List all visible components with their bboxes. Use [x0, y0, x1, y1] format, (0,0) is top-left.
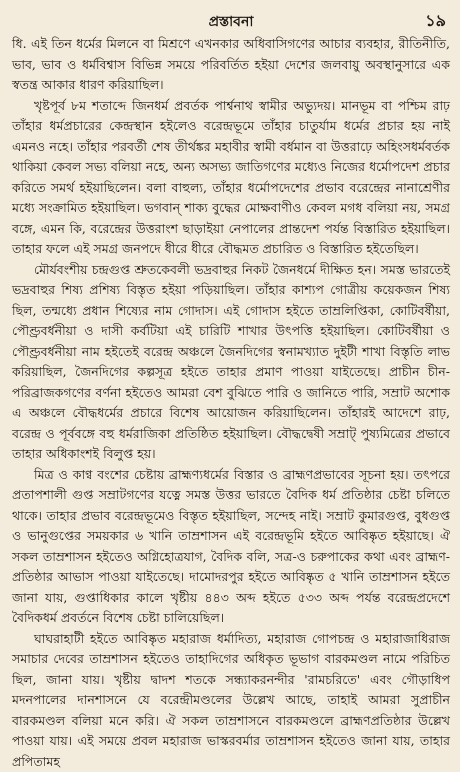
paragraph: ধি. এই তিন ধর্মের মিলনে বা মিশ্রণে এখনকার অধিবাসিগণের আচার ব্যবহার, রীতিনীতি, ভাব, ভাব ও ধর্মবিশ্বাস বিভিন্ন সময়ে পরিবর্তিত হইয়া দেশের জলবায়ু অবস্থানুসারে এক স্বতন্ত্র আকার ধারণ করিয়াছিল। [12, 34, 450, 96]
page-title: প্রস্তাবনা [12, 10, 450, 34]
paragraph: মিত্র ও কাণ্ব বংশের চেষ্টায় ব্রাহ্মণ্যধর্মের বিস্তার ও ব্রাহ্মণপ্রভাবের সূচনা হয়। তৎপরে প্রতাপশালী গুপ্ত সম্রাটগণের যত্নে সমস্ত উত্তর ভারতে বৈদিক ধর্ম প্রতিষ্ঠার চেষ্টা চলিতে থাকে। তাহার প্রভাব বরেন্দ্রভূমেও বিস্তৃত হইয়াছিল, সন্দেহ নাই। সম্রাট কুমারগুপ্ত, বুধগুপ্ত ও ভানুগুপ্তের সময়কার ৬ খানি তাম্রশাসন এই বরেন্দ্রভূমি হইতে আবিষ্কৃত হইয়াছে। ঐ সকল তাম্রশাসন হইতেও অগ্নিহোত্রযাগ, বৈদিক বলি, সত্র-ও চরুপাকের কথা এবং ব্রাহ্মণ-প্রতিষ্ঠার আভাস পাওয়া যাইতেছে। দামোদরপুর হইতে আবিষ্কৃত ৫ খানি তাম্রশাসন হইতে জানা যায়, গুপ্তাধিকার কালে খৃষ্টীয় ৪৪৩ অব্দ হইতে ৫৩৩ অব্দ পর্যন্ত বরেন্দ্রপ্রদেশে বৈদিকধর্ম প্রবর্তনে বিশেষ চেষ্টা চালিয়েছিল। [12, 465, 450, 629]
page-body [12, 34, 450, 772]
paragraph: ঘাঘরাহাটী হইতে আবিষ্কৃত মহারাজ ধর্মাদিত্য, মহারাজ গোপচন্দ্র ও মহারাজাধিরাজ সমাচার দেবের তাম্রশাসন হইতেও তাহাদিগের অধিকৃত ভূভাগ বারকমণ্ডল নামে পরিচিত ছিল, জানা যায়। খৃষ্টীয় দ্বাদশ শতকে সন্ধ্যাকরনন্দীর 'রামচরিতে' এবং গৌড়াধিপ মদনপালের দানশাসনে যে বরেন্দ্রীমণ্ডলের উল্লেখ আছে, তাহাই আমরা সুপ্রাচীন বারকমণ্ডল বলিয়া মনে করি। ঐ সকল তাম্রশাসনে বারকমণ্ডলে ব্রাহ্মণপ্রতিষ্ঠার উল্লেখ পাওয়া যায়। এই সময়ে প্রবল মহারাজ ভাস্করবর্মার তাম্রশাসন হইতেও জানা যায়, তাহার প্রপিতামহ [12, 629, 450, 772]
paragraph: খৃষ্টপূর্ব ৮ম শতাব্দে জিনধর্ম প্রবর্তক পার্শ্বনাথ স্বামীর অভ্যুদয়। মানভূম বা পশ্চিম রাঢ় তাঁহার ধর্মপ্রচারের কেন্দ্রস্থান হইলেও বরেন্দ্রভূমে তাঁহার চাতুর্যাম ধর্মের প্রচার হয় নাই এমনও নহে। তাঁহার পরবর্তী শেষ তীর্থঙ্কর মহাবীর স্বামী বর্ধমান বা উত্তরাঢ়ে অহিংসধর্মবর্তক থাকিয়া কেবল সভ্য বলিয়া নহে, অন্য অসভ্য জাতিগণের মধ্যেও নিজের ধর্মোপদেশ প্রচার করিতে সমর্থ হইয়াছিলেন। বলা বাহুল্য, তাঁহার ধর্মোপদেশের প্রভাব বরেন্দ্রের নানাশ্রেণীর মধ্যে সংক্রামিত হইয়াছিল। ভগবান্ শাক্য বুদ্ধের মোক্ষবাণীও কেবল মগধ বলিয়া নয়, সমগ্র বঙ্গে, এমন কি, বরেন্দ্রের উত্তরাংশ ছাড়াইয়া নেপালের প্রান্তদেশ পর্যন্ত বিস্তারিত হইয়াছিল। তাহার ফলে এই সমগ্র জনপদে ধীরে ধীরে বৌদ্ধমত প্রচারিত ও বিস্তারিত হইতেছিল। [12, 96, 450, 260]
page-number: ১৯ [425, 8, 446, 35]
paragraph: মৌর্যবংশীয় চন্দ্রগুপ্ত শ্রুতকেবলী ভদ্রবাহুর নিকট জৈনধর্মে দীক্ষিত হন। সমস্ত ভারতেই ভদ্রবাহুর শিষ্য প্রশিষ্য বিস্তৃত হইয়া পড়িয়াছিল। তাঁহার কাশ্যপ গোত্রীয় কয়েকজন শিষ্য ছিল, তন্মধ্যে প্রধান শিষ্যের নাম গোদাস। এই গোদাস হইতে তাম্রলিপ্তিকা, কোটিবর্ষীয়া, পৌণ্ড্রবর্ধনীয়া ও দাসী কর্বটিয়া এই চারিটি শাখার উৎপত্তি হইয়াছিল। কোটিবর্ষীয়া ও পৌণ্ড্রবর্ধনীয়া নাম হইতেই বরেন্দ্র অঞ্চলে জৈনদিগের স্বনামখ্যাত দুইটী শাখা বিস্তৃতি লাভ করিয়াছিল, জৈনদিগের কল্পসূত্র হইতে তাহার প্রমাণ পাওয়া যাইতেছে। প্রাচীন চীন-পরিব্রাজকগণের বর্ণনা হইতেও আমরা বেশ বুঝিতে পারি ও জানিতে পারি, সম্রাট অশোক এ অঞ্চলে বৌদ্ধধর্মের প্রচারে বিশেষ আয়োজন করিয়াছিলেন। তাঁহারই আদেশে রাঢ়, বরেন্দ্র ও পূর্ববঙ্গে বহু ধর্মরাজিকা প্রতিষ্ঠিত হইয়াছিল। বৌদ্ধদ্বেষী সম্রাট্ পুষ্যমিত্রের প্রভাবে তাহার অধিকাংশই বিলুপ্ত হয়। [12, 260, 450, 465]
page-header [12, 8, 450, 30]
